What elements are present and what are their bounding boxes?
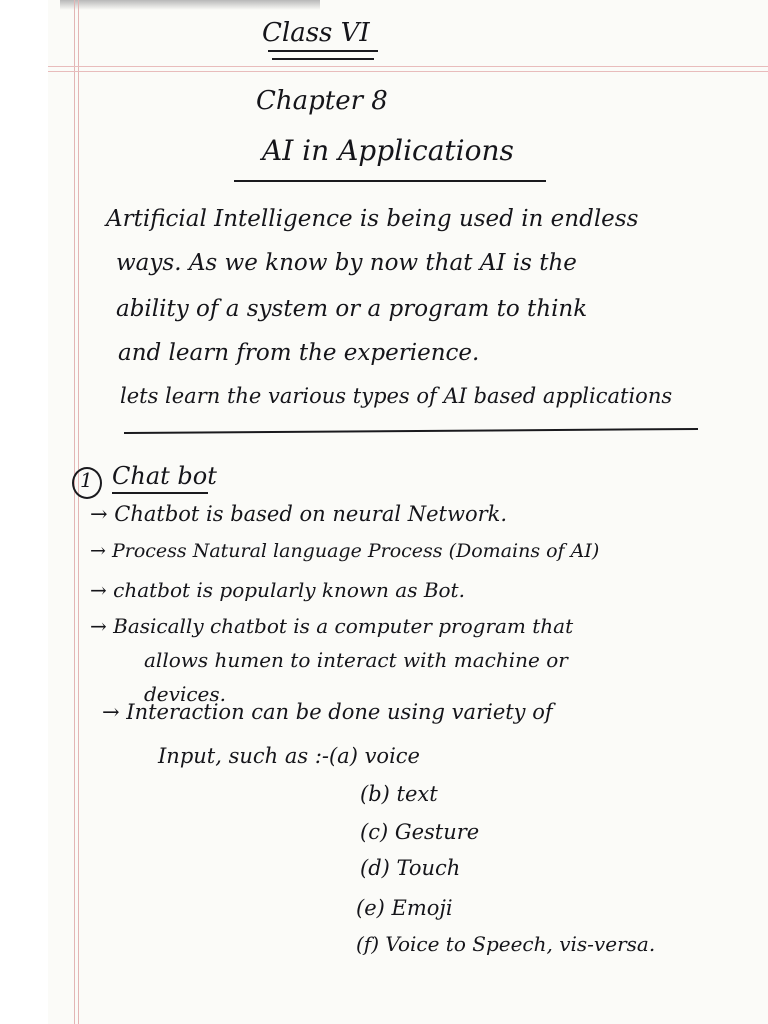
chapter-label: Chapter 8 <box>256 86 388 116</box>
point-3: → chatbot is popularly known as Bot. <box>90 578 465 602</box>
intro-line-4: and learn from the experience. <box>118 340 480 366</box>
intro-line-3: ability of a system or a program to think <box>116 296 588 322</box>
top-shadow <box>60 0 320 10</box>
intro-line-1: Artificial Intelligence is being used in endless <box>106 206 639 232</box>
header-rule <box>48 66 768 67</box>
page-left-edge <box>0 0 48 1024</box>
input-f: (f) Voice to Speech, vis-versa. <box>356 932 656 956</box>
point-1: → Chatbot is based on neural Network. <box>90 502 508 526</box>
title-underline <box>234 180 546 182</box>
input-d: (d) Touch <box>360 856 461 880</box>
margin-line <box>74 0 75 1024</box>
input-b: (b) text <box>360 782 438 806</box>
point-4a: → Basically chatbot is a computer program that <box>90 614 574 638</box>
point-5b: Input, such as :-(a) voice <box>158 744 420 768</box>
point-5a: → Interaction can be done using variety of <box>102 700 553 724</box>
header-rule <box>48 71 768 72</box>
section-number: 1 <box>80 468 93 492</box>
input-c: (c) Gesture <box>360 820 480 844</box>
chapter-title: AI in Applications <box>262 134 514 167</box>
point-4b: allows humen to interact with machine or <box>144 648 568 672</box>
intro-line-5: lets learn the various types of AI based applications <box>120 384 673 408</box>
section-heading-underline <box>112 492 208 494</box>
section-heading: Chat bot <box>112 462 217 490</box>
input-e: (e) Emoji <box>356 896 453 920</box>
point-2: → Process Natural language Process (Domains of AI) <box>90 540 600 562</box>
class-underline <box>272 58 374 60</box>
intro-line-2: ways. As we know by now that AI is the <box>116 250 577 276</box>
class-underline <box>268 50 378 52</box>
point-4c: devices. <box>144 682 226 706</box>
class-label: Class VI <box>262 18 370 48</box>
margin-line <box>78 0 79 1024</box>
